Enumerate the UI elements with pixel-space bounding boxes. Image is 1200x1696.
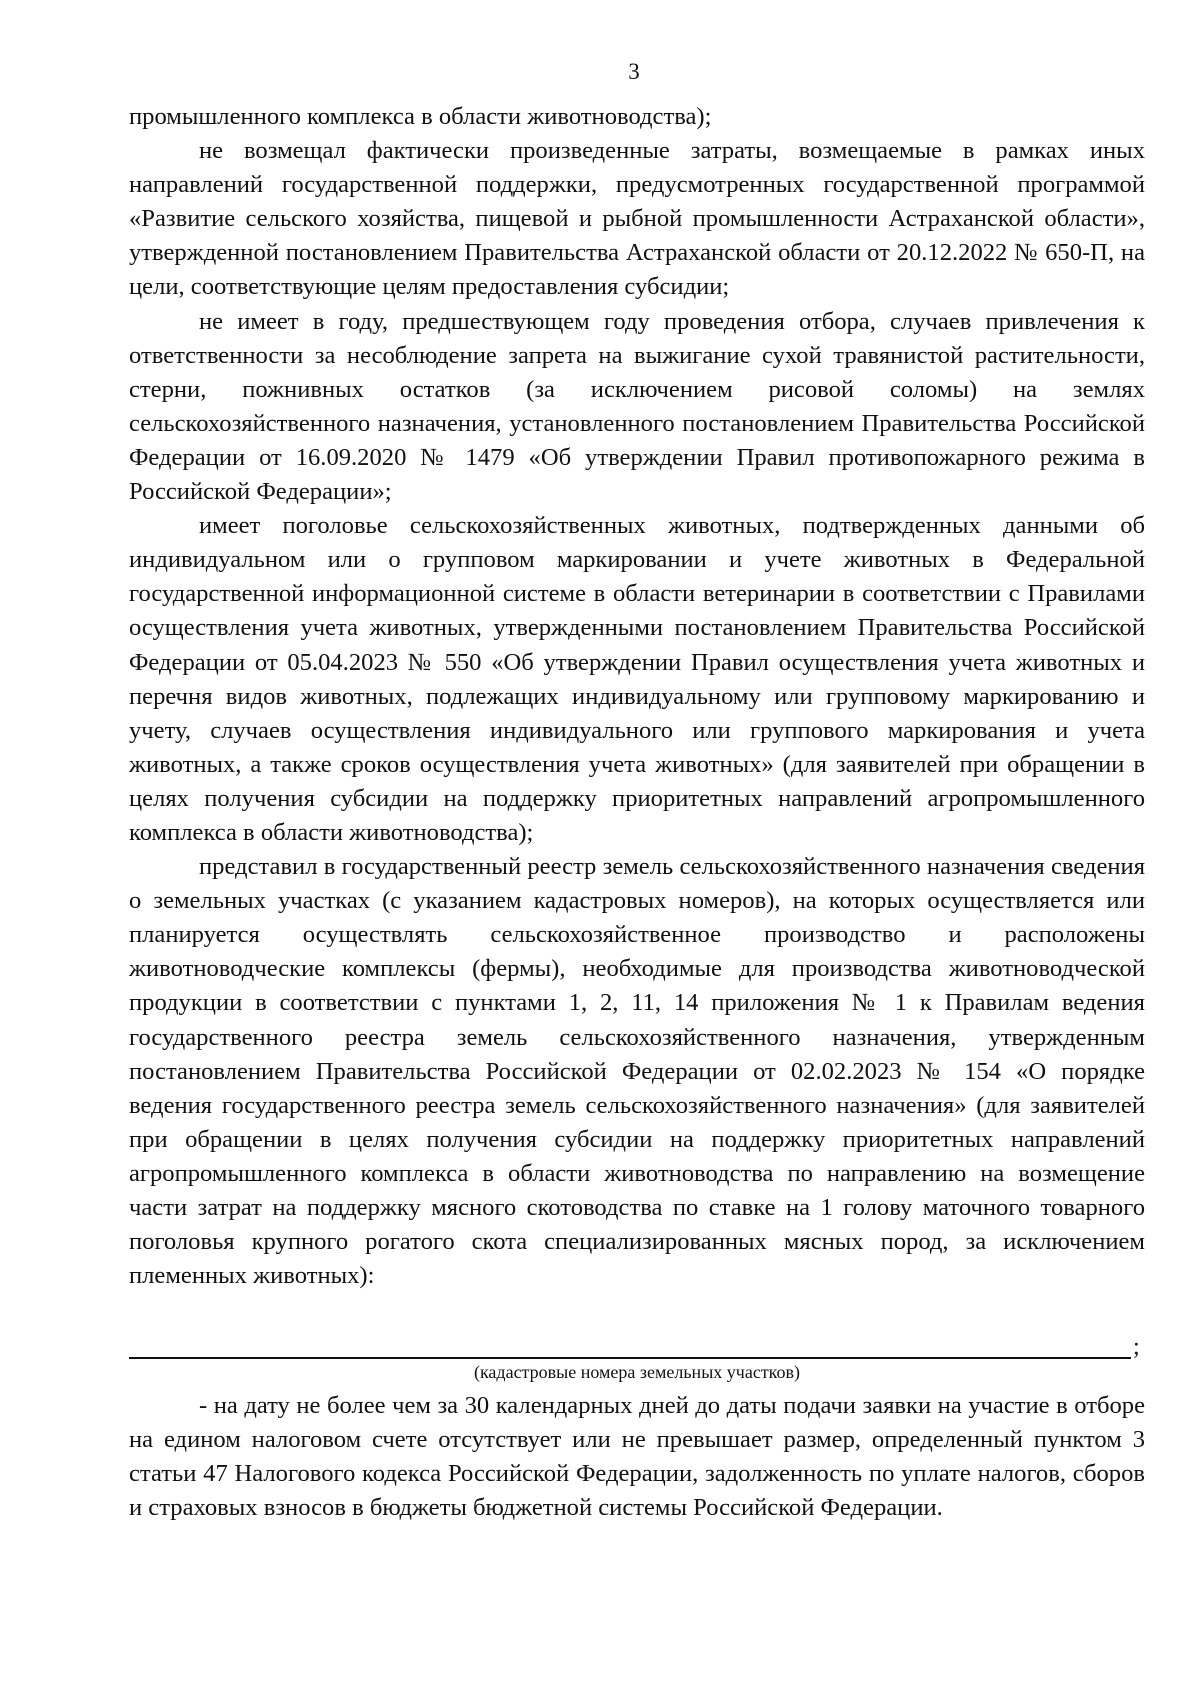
- cadastral-caption: (кадастровые номера земельных участков): [473, 1362, 801, 1382]
- document-body: [129, 100, 1145, 1293]
- page-number: 3: [628, 59, 640, 84]
- paragraph-land-registry: представил в государственный реестр земель сельскохозяйственного назначения сведения о земельных участках (с указанием кадастровых номеров), на которых осуществляется или планируется осуществлять сельскохозяйственное производство и расположены животноводческие комплексы (фермы), необходимые для производства животноводческой продукции в соответствии с пунктами 1, 2, 11, 14 приложения № 1 к Правилам ведения государственного реестра земель сельскохозяйственного назначения, утвержденным постановлением Правительства Российской Федерации от 02.02.2023 № 154 «О порядке ведения государственного реестра земель сельскохозяйственного назначения» (для заявителей при обращении в целях получения субсидии на поддержку приоритетных направлений агропромышленного комплекса в области животноводства по направлению на возмещение части затрат на поддержку мясного скотоводства по ставке на 1 голову маточного товарного поголовья крупного рогатого скота специализированных мясных пород, за исключением племенных животных):: [129, 853, 1145, 1290]
- paragraph-tax-debt: - на дату не более чем за 30 календарных дней до даты подачи заявки на участие в отборе на едином налоговом счете отсутствует или не превышает размер, определенный пунктом 3 статьи 47 Налогового кодекса Российской Федерации, задолженность по уплате налогов, сборов и страховых взносов в бюджеты бюджетной системы Российской Федерации.: [129, 1392, 1145, 1522]
- tax-debt-clause: [129, 1389, 1145, 1525]
- cadastral-fill-line: [129, 1357, 1131, 1359]
- paragraph-continuation: промышленного комплекса в области животноводства);: [129, 103, 712, 130]
- paragraph-no-double-compensation: не возмещал фактически произведенные затраты, возмещаемые в рамках иных направлений государственной поддержки, предусмотренных государственной программой «Развитие сельского хозяйства, пищевой и рыбной промышленности Астраханской области», утвержденной постановлением Правительства Астраханской области от 20.12.2022 № 650-П, на цели, соответствующие целям предоставления субсидии;: [129, 137, 1145, 301]
- paragraph-no-burning-violations: не имеет в году, предшествующем году проведения отбора, случаев привлечения к ответственности за несоблюдение запрета на выжигание сухой травянистой растительности, стерни, пожнивных остатков (за исключением рисовой соломы) на землях сельскохозяйственного назначения, установленного постановлением Правительства Российской Федерации от 16.09.2020 № 1479 «Об утверждении Правил противопожарного режима в Российской Федерации»;: [129, 307, 1145, 506]
- paragraph-livestock-registration: имеет поголовье сельскохозяйственных животных, подтвержденных данными об индивидуальном или о групповом маркировании и учете животных в Федеральной государственной информационной системе в области ветеринарии в соответствии с Правилами осуществления учета животных, утвержденными постановлением Правительства Российской Федерации от 05.04.2023 № 550 «Об утверждении Правил осуществления учета животных и перечня видов животных, подлежащих индивидуальному или групповому маркированию и учету, случаев осуществления индивидуального или группового маркирования и учета животных, а также сроков осуществления учета животных» (для заявителей при обращении в целях получения субсидии на поддержку приоритетных направлений агропромышленного комплекса в области животноводства);: [129, 512, 1145, 846]
- cadastral-terminator: ;: [1133, 1334, 1140, 1360]
